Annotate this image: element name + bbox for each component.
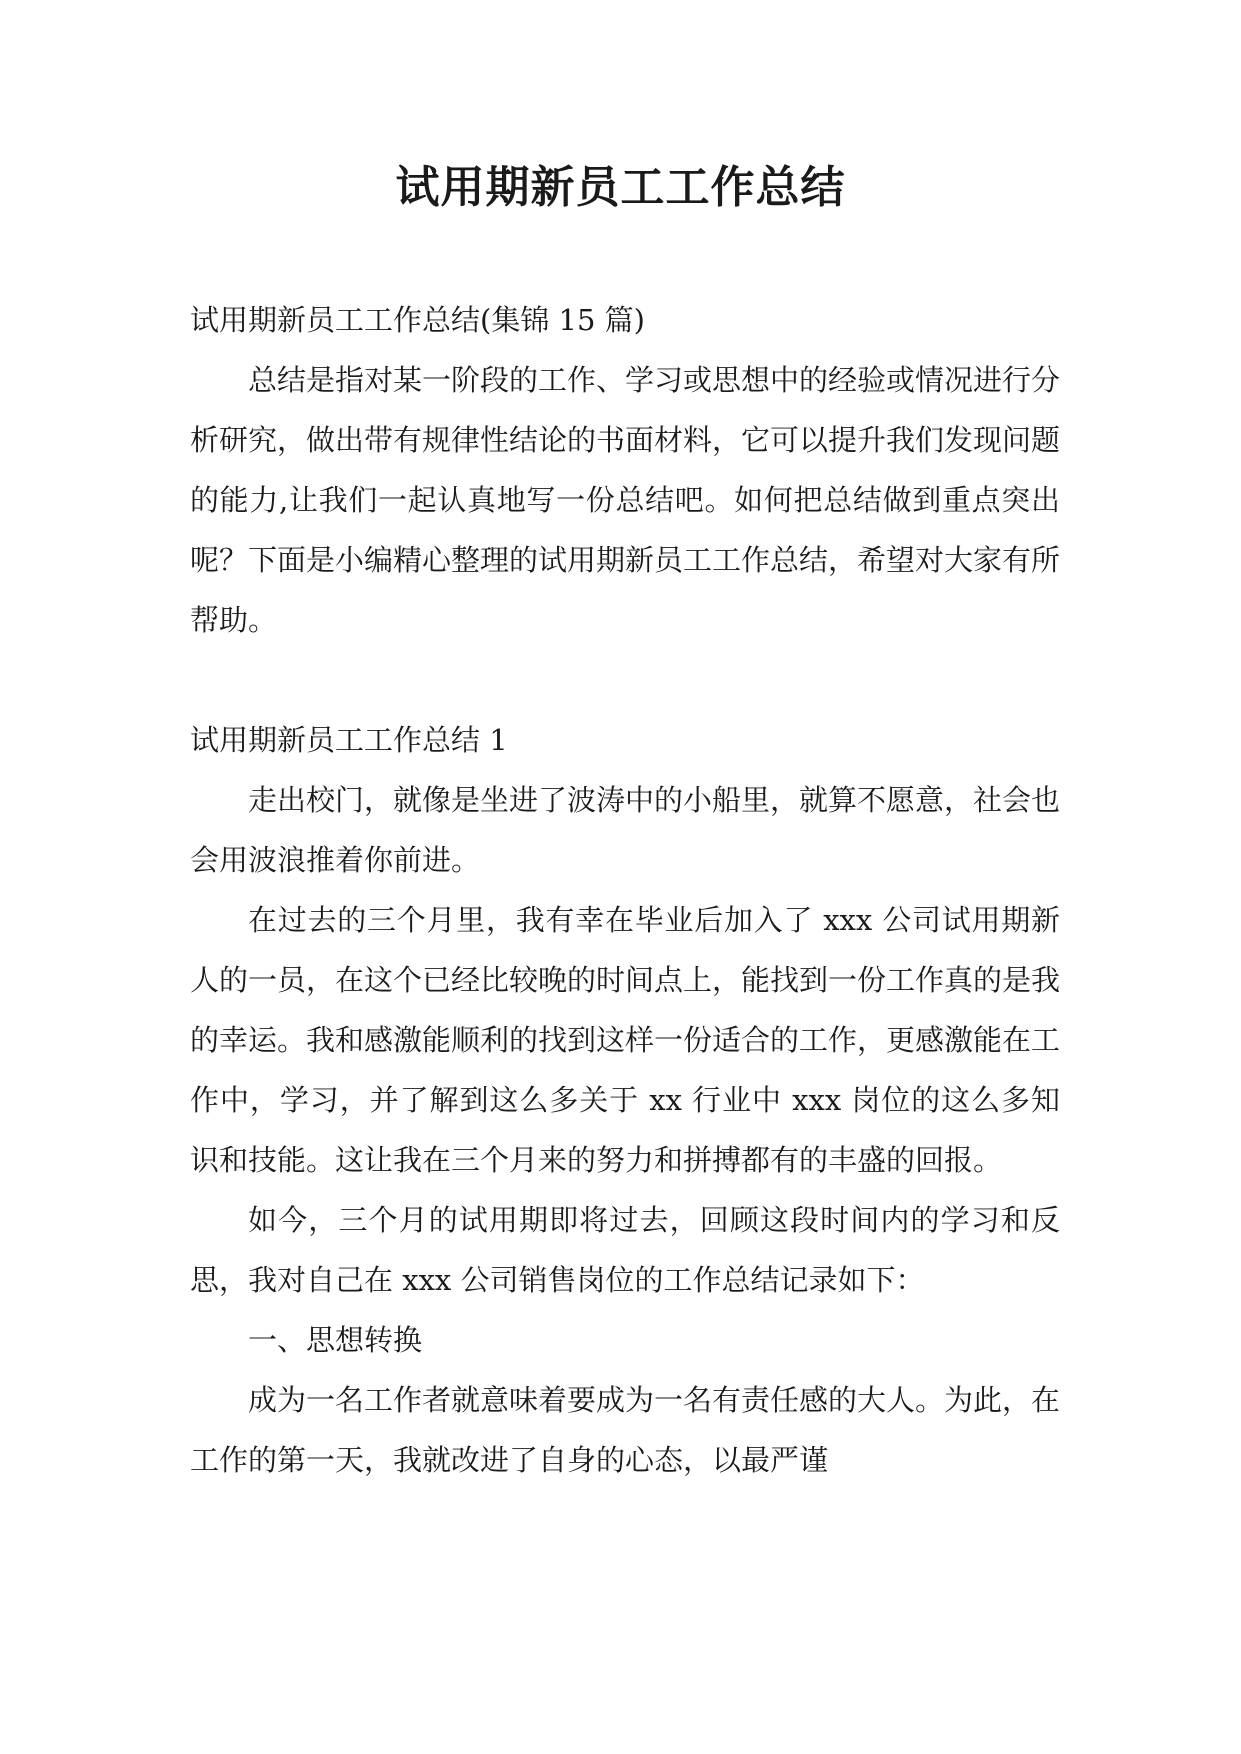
section-heading: 试用期新员工工作总结 1 xyxy=(190,723,508,757)
body-paragraph: 成为一名工作者就意味着要成为一名有责任感的大人。为此，在工作的第一天，我就改进了自身的心态，以最严谨 xyxy=(190,1383,1061,1477)
section-spacer xyxy=(190,650,1060,710)
subsection-heading: 一、思想转换 xyxy=(248,1323,423,1357)
document-title: 试用期新员工工作总结 xyxy=(395,162,846,213)
body-paragraph: 走出校门，就像是坐进了波涛中的小船里，就算不愿意，社会也会用波浪推着你前进。 xyxy=(190,783,1061,877)
document-body xyxy=(190,290,1060,1490)
intro-paragraph: 总结是指对某一阶段的工作、学习或思想中的经验或情况进行分析研究，做出带有规律性结论的书面材料，它可以提升我们发现问题的能力,让我们一起认真地写一份总结吧。如何把总结做到重点突出呢？下面是小编精心整理的试用期新员工工作总结，希望对大家有所帮助。 xyxy=(190,363,1061,637)
body-paragraph: 在过去的三个月里，我有幸在毕业后加入了 xxx 公司试用期新人的一员，在这个已经比较晚的时间点上，能找到一份工作真的是我的幸运。我和感激能顺利的找到这样一份适合的工作，更感激能在工作中，学习，并了解到这么多关于 xx 行业中 xxx 岗位的这么多知识和技能。这让我在三个月来的努力和拼搏都有的丰盛的回报。 xyxy=(190,903,1061,1177)
body-paragraph: 如今，三个月的试用期即将过去，回顾这段时间内的学习和反思，我对自己在 xxx 公司销售岗位的工作总结记录如下： xyxy=(190,1203,1060,1297)
document-subtitle: 试用期新员工工作总结(集锦 15 篇) xyxy=(190,303,645,337)
